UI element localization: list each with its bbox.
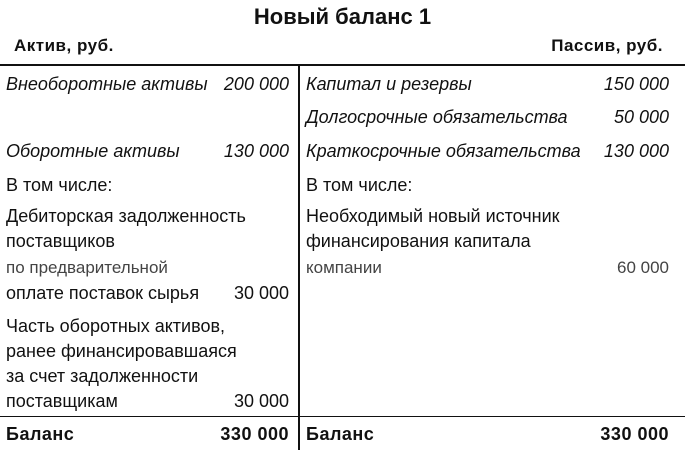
receivables-line2: поставщиков: [6, 231, 115, 251]
non-current-assets-value: 200 000: [223, 74, 289, 94]
receivables-line3: по предварительной: [6, 258, 168, 277]
balance-rule: [0, 416, 685, 417]
header-rule: [0, 64, 685, 66]
equity-label: Капитал и резервы: [306, 74, 472, 94]
new-source-line3: компании: [306, 258, 382, 277]
part-line3: за счет задолженности: [6, 366, 199, 386]
part-line1: Часть оборотных активов,: [6, 316, 226, 336]
balance-title: Новый баланс 1: [253, 4, 432, 29]
receivables-line1: Дебиторская задолженность: [6, 206, 246, 226]
assets-including: В том числе:: [6, 175, 113, 195]
part-value: 30 000: [233, 391, 289, 411]
current-assets-value: 130 000: [223, 141, 289, 161]
current-assets-label: Оборотные активы: [6, 141, 180, 161]
liabilities-balance-value: 330 000: [600, 424, 669, 444]
liabilities-including: В том числе:: [306, 175, 413, 195]
part-line4: поставщикам: [6, 391, 118, 411]
assets-balance-value: 330 000: [220, 424, 289, 444]
assets-balance-label: Баланс: [6, 424, 75, 444]
part-line2: ранее финансировавшаяся: [6, 341, 237, 361]
liabilities-header: Пассив, руб.: [551, 36, 663, 55]
long-term-label: Долгосрочные обязательства: [306, 107, 568, 127]
short-term-value: 130 000: [603, 141, 669, 161]
assets-header: Актив, руб.: [14, 36, 114, 55]
long-term-value: 50 000: [613, 107, 669, 127]
new-source-line1: Необходимый новый источник: [306, 206, 560, 226]
receivables-value: 30 000: [233, 283, 289, 303]
new-source-value: 60 000: [617, 258, 669, 277]
column-divider: [298, 66, 300, 450]
new-source-line2: финансирования капитала: [306, 231, 531, 251]
equity-value: 150 000: [603, 74, 669, 94]
non-current-assets-label: Внеоборотные активы: [6, 74, 208, 94]
short-term-label: Краткосрочные обязательства: [306, 141, 581, 161]
receivables-line4: оплате поставок сырья: [6, 283, 200, 303]
liabilities-balance-label: Баланс: [306, 424, 375, 444]
